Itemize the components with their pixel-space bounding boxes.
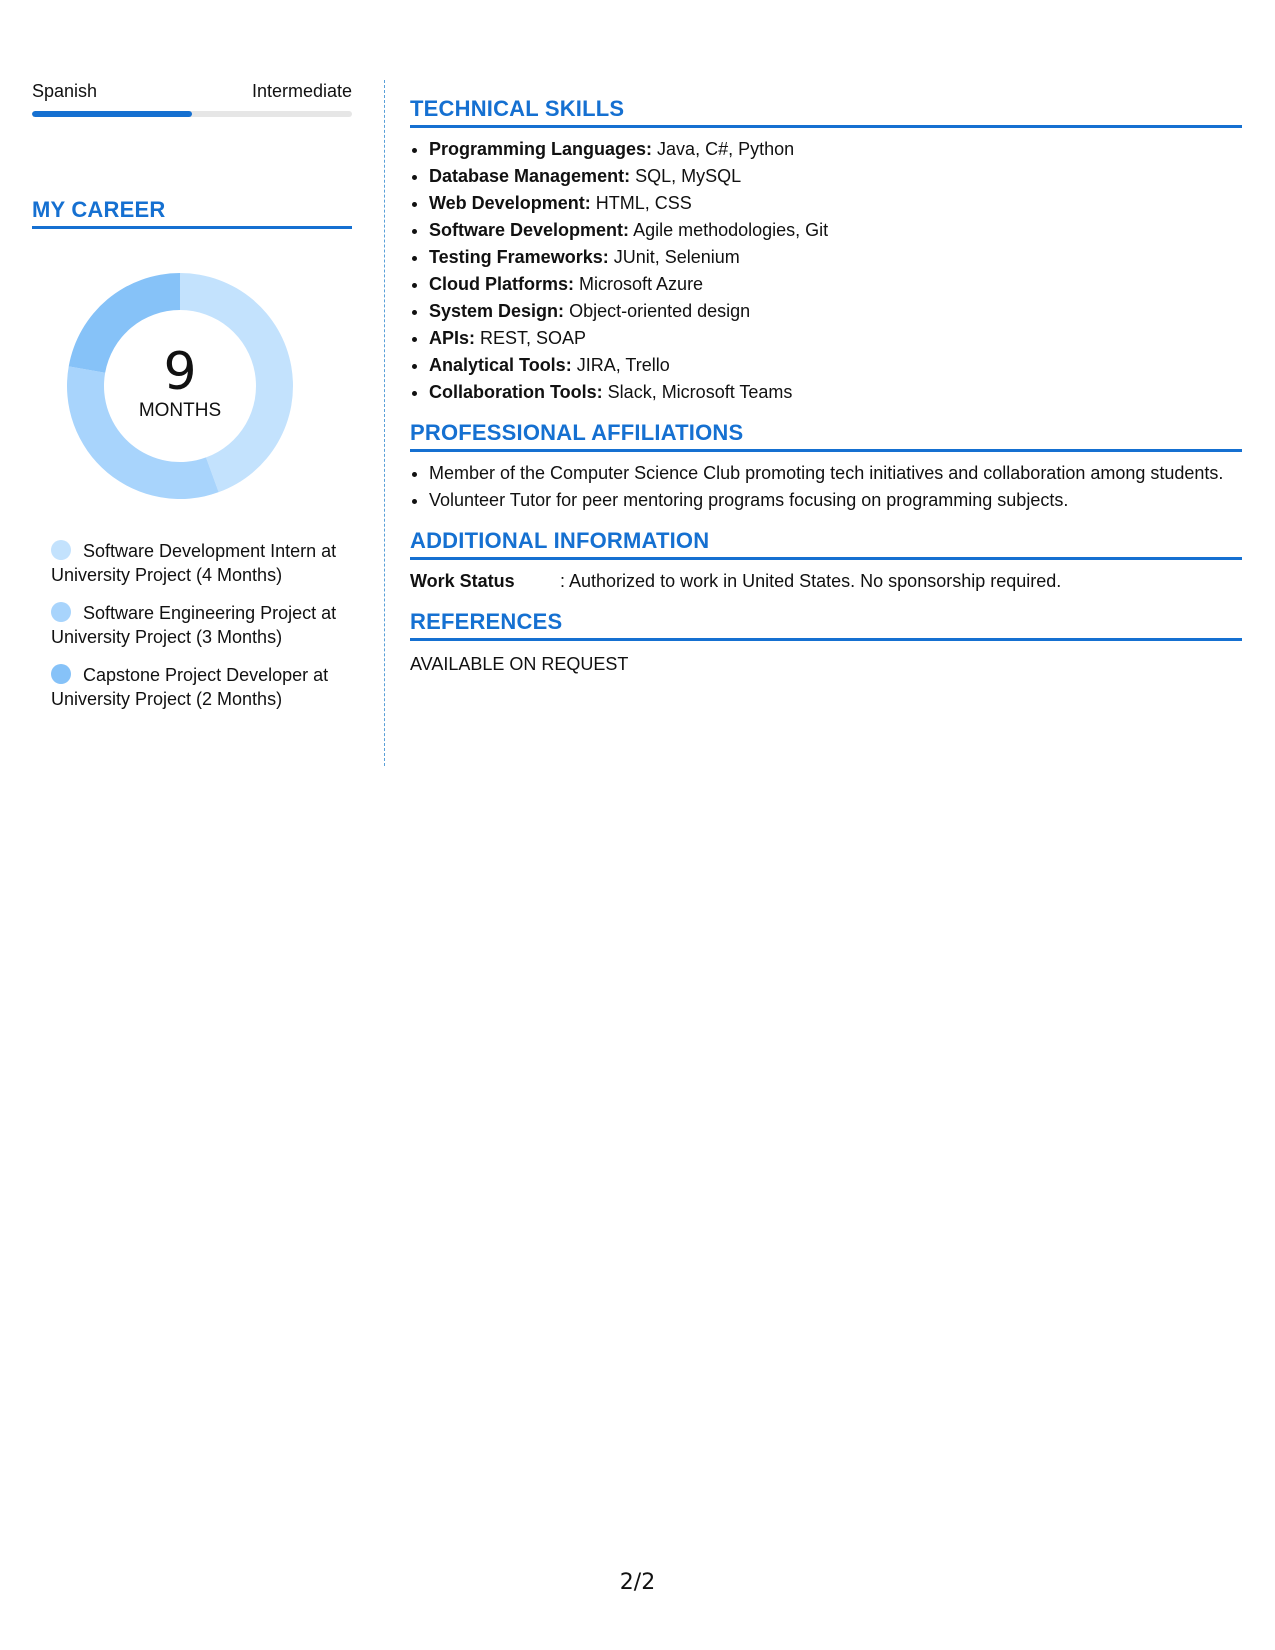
skill-item — [429, 163, 1242, 190]
skill-value: SQL, MySQL — [635, 166, 742, 186]
column-divider — [384, 80, 385, 766]
skill-item — [429, 244, 1242, 271]
skill-label: Analytical Tools: — [429, 355, 572, 375]
right-column — [410, 96, 1242, 678]
language-row — [32, 80, 352, 102]
skill-item — [429, 271, 1242, 298]
career-legend — [51, 539, 341, 711]
work-status-label: Work Status — [410, 571, 515, 591]
technical-skills-list — [410, 136, 1242, 406]
career-legend-item — [51, 663, 341, 711]
donut-center-label — [65, 271, 295, 501]
career-section-title: MY CAREER — [32, 197, 352, 229]
skill-label: APIs: — [429, 328, 476, 348]
skill-value: REST, SOAP — [480, 328, 587, 348]
skill-value: Object-oriented design — [569, 301, 751, 321]
affiliations-list — [410, 460, 1242, 514]
skill-label: Testing Frameworks: — [429, 247, 609, 267]
career-legend-item — [51, 601, 341, 649]
skill-value: Agile methodologies, Git — [633, 220, 829, 240]
skill-item — [429, 325, 1242, 352]
skill-item — [429, 379, 1242, 406]
skill-label: Collaboration Tools: — [429, 382, 603, 402]
skill-item — [429, 352, 1242, 379]
skill-label: System Design: — [429, 301, 565, 321]
career-legend-label: Software Engineering Project at University Project (3 Months) — [51, 603, 337, 647]
skill-label: Programming Languages: — [429, 139, 653, 159]
career-legend-label: Software Development Intern at University Project (4 Months) — [51, 541, 337, 585]
skill-item — [429, 136, 1242, 163]
skill-label: Cloud Platforms: — [429, 274, 575, 294]
additional-info-title: ADDITIONAL INFORMATION — [410, 528, 1242, 560]
skill-item — [429, 217, 1242, 244]
skill-value: HTML, CSS — [595, 193, 692, 213]
work-status-value: : Authorized to work in United States. No sponsorship required. — [560, 571, 1062, 591]
references-title: REFERENCES — [410, 609, 1242, 641]
skill-value: Microsoft Azure — [579, 274, 704, 294]
page-number: 2/2 — [619, 1570, 656, 1595]
language-proficiency-fill — [32, 111, 192, 117]
technical-skills-title: TECHNICAL SKILLS — [410, 96, 1242, 128]
skill-value: JIRA, Trello — [576, 355, 670, 375]
language-proficiency-bar — [32, 111, 352, 117]
skill-value: Java, C#, Python — [657, 139, 795, 159]
skill-value: JUnit, Selenium — [613, 247, 740, 267]
career-legend-label: Capstone Project Developer at University Project (2 Months) — [51, 665, 329, 709]
affiliation-item: • Member of the Computer Science Club promoting tech initiatives and collaboration among students. — [429, 460, 1242, 487]
career-legend-item — [51, 539, 341, 587]
skill-label: Software Development: — [429, 220, 630, 240]
skill-value: Slack, Microsoft Teams — [607, 382, 793, 402]
references-text: AVAILABLE ON REQUEST — [410, 654, 629, 674]
skill-item — [429, 190, 1242, 217]
left-column — [32, 80, 352, 725]
career-total-value: 9 — [163, 342, 197, 402]
language-name: Spanish — [32, 81, 98, 101]
legend-dot-icon — [51, 540, 71, 560]
career-total-unit: MONTHS — [138, 400, 222, 421]
language-level: Intermediate — [251, 81, 352, 101]
career-donut-chart — [65, 271, 295, 501]
skill-label: Database Management: — [429, 166, 631, 186]
work-status-row — [410, 568, 1242, 595]
affiliation-item: • Volunteer Tutor for peer mentoring programs focusing on programming subjects. — [429, 487, 1242, 514]
affiliations-title: PROFESSIONAL AFFILIATIONS — [410, 420, 1242, 452]
skill-label: Web Development: — [429, 193, 591, 213]
legend-dot-icon — [51, 602, 71, 622]
skill-item — [429, 298, 1242, 325]
legend-dot-icon — [51, 664, 71, 684]
